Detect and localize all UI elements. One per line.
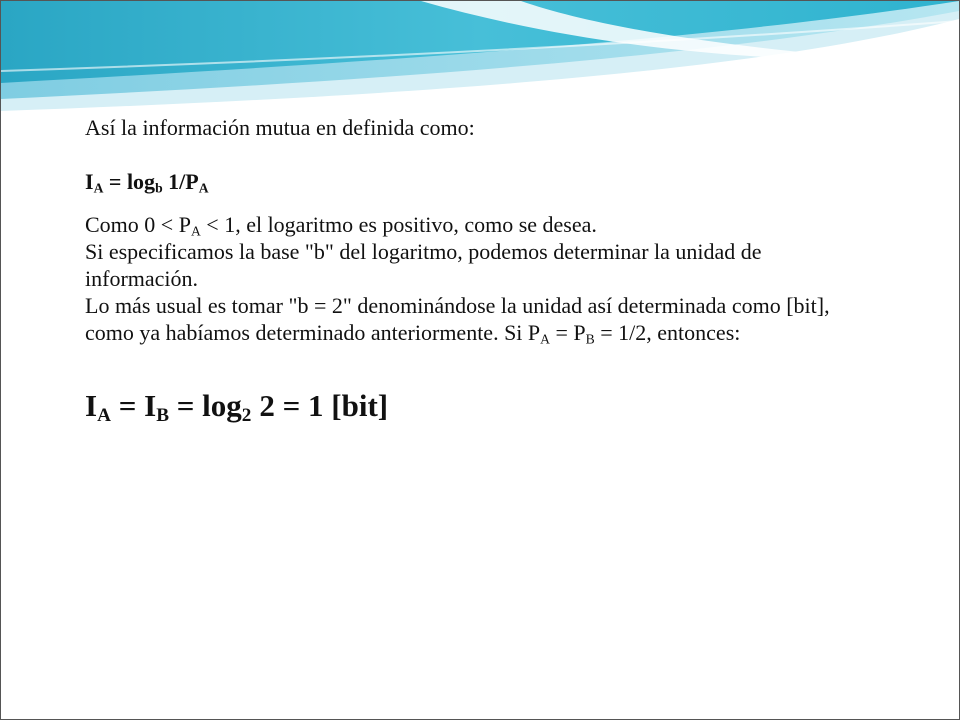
formula1-rhs: 1/P (162, 169, 199, 194)
intro-text: Así la información mutua en definida como: (85, 115, 475, 140)
formula2-ib: = I (110, 388, 157, 423)
formula-bit-result: $I_A = I_B = \log_2 2 = 1$ [bit] (85, 388, 389, 426)
formula1-rhs-sub: A (198, 180, 209, 196)
formula2-ia: I (85, 388, 98, 423)
explanation-paragraph (85, 211, 865, 346)
slide-content (85, 113, 865, 426)
formula1-lhs: I (85, 169, 94, 194)
formula-information-definition (85, 167, 865, 197)
formula1-log-base: b (155, 180, 163, 196)
explanation-line-3: Lo más usual es tomar "b = 2" denominándose la unidad así determinada como [bit], como ya habíamos determinado anteriormente. Si $P_A = P_B = 1/2$, entonces: (85, 293, 830, 347)
explanation-line-1: Como $0 < P_A < 1$, el logaritmo es positivo, como se desea. (85, 212, 597, 239)
explanation-line-2: Si especificamos la base "b" del logaritmo, podemos determinar la unidad de información. (85, 239, 762, 291)
formula1-log: = log (103, 169, 156, 194)
formula2-rhs: 2 = 1 [bit] (259, 388, 389, 423)
formula2-log: = log (169, 388, 242, 423)
wave-header-decoration (1, 1, 959, 111)
formula2-log-base: 2 (241, 404, 252, 426)
formula1-lhs-sub: A (93, 180, 104, 196)
